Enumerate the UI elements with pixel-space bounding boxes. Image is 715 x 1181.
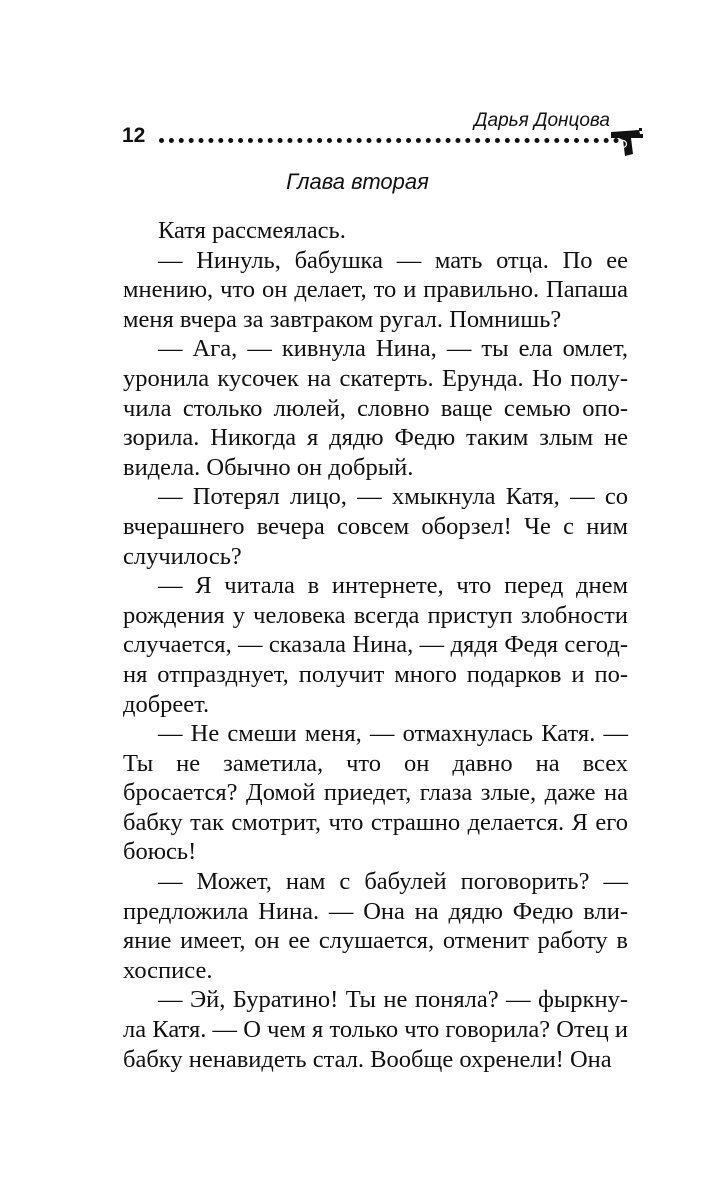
body-text [123, 216, 628, 1074]
page-number: 12 [122, 124, 146, 147]
paragraph: — Нинуль, бабушка — мать отца. По ее мнению, что он делает, то и правильно. Папаша меня вчера за завтраком ругал. Помнишь? [123, 246, 628, 333]
paragraph: — Может, нам с бабулей поговорить? — предложила Нина. — Она на дядю Федю влияние имеет, он ее слушается, отменит работу в хосписе. [123, 868, 628, 984]
paragraph: — Эй, Буратино! Ты не поняла? — фыркнула Катя. — О чем я только что говорила? Отец и бабку ненавидеть стал. Вообще охренели! Она [123, 986, 628, 1073]
paragraph: — Потерял лицо, — хмыкнула Катя, — со вчерашнего вечера совсем оборзел! Че с ним случилось? [123, 483, 628, 570]
author-name: Дарья Донцова [474, 110, 610, 131]
paragraph: — Ага, — кивнула Нина, — ты ела омлет, уронила кусочек на скатерть. Ерунда. Но получила столько люлей, словно ваще семью опозорила. Никогда я дядю Федю таким злым не видела. Обычно он добрый. [123, 335, 628, 481]
paragraph: — Я читала в интернете, что перед днем рождения у человека всегда приступ злобности случается, — сказала Нина, — дядя Федя сегодня отпразднует, получит много подарков и подобреет. [123, 572, 628, 718]
pistol-icon [609, 126, 645, 158]
running-header [122, 110, 642, 160]
chapter-title: Глава вторая [286, 169, 429, 194]
dotted-rule [159, 138, 619, 143]
paragraph: — Не смеши меня, — отмахнулась Катя. — Ты не заметила, что он давно на всех бросается? Домой приедет, глаза злые, даже на бабку так смотрит, что страшно делается. Я его боюсь! [123, 720, 628, 866]
paragraph: Катя рассмеялась. [158, 217, 346, 244]
